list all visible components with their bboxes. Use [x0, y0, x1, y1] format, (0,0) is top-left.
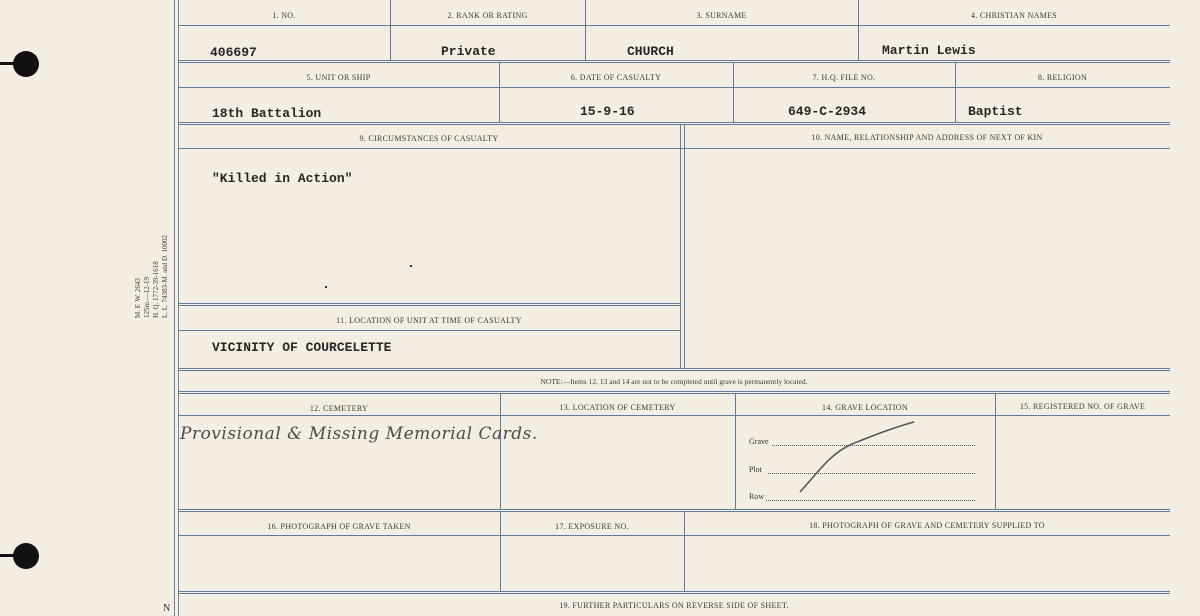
row-dotted-line: [766, 500, 975, 501]
value-date-of-casualty: 15-9-16: [580, 104, 635, 119]
note-text: NOTE:—Items 12, 13 and 14 are not to be completed until grave is permanently located.: [540, 377, 808, 386]
punch-hole-bottom: [13, 543, 39, 569]
label-cemetery: 12. CEMETERY: [309, 404, 369, 413]
label-further-particulars: 19. FURTHER PARTICULARS ON REVERSE SIDE OF SHEET.: [559, 601, 789, 610]
label-plot: Plot: [749, 465, 762, 474]
side-print-2: 125m.—12-19: [143, 276, 151, 318]
value-religion: Baptist: [968, 104, 1023, 119]
value-cemetery-handwritten: Provisional & Missing Memorial Cards.: [180, 424, 538, 444]
rule-row4-bottom: [178, 509, 1170, 512]
label-location-of-unit: 11. LOCATION OF UNIT AT TIME OF CASUALTY: [336, 316, 522, 325]
label-exposure-no: 17. EXPOSURE NO.: [555, 522, 629, 531]
label-next-of-kin: 10. NAME, RELATIONSHIP AND ADDRESS OF NEXT OF KIN: [811, 133, 1043, 142]
rule-row5-bottom: [178, 591, 1170, 594]
label-grave-location: 14. GRAVE LOCATION: [822, 403, 908, 412]
rule-note-top: [178, 368, 1170, 371]
rule-row4-label: [178, 415, 1170, 416]
label-date-of-casualty: 6. DATE OF CASUALTY: [570, 73, 662, 82]
vrule-r3-mid2: [684, 124, 685, 368]
side-print-3: H. Q. 1772-39-1618: [152, 261, 160, 318]
value-christian-names: Martin Lewis: [882, 43, 976, 58]
vrule-r3-mid: [680, 124, 681, 368]
rule-row5-label: [178, 535, 1170, 536]
label-grave: Grave: [749, 437, 769, 446]
corner-mark: N: [163, 603, 171, 614]
value-location-of-unit: VICINITY OF COURCELETTE: [212, 340, 392, 355]
value-hq-file: 649-C-2934: [788, 104, 867, 119]
rule-f11-top: [178, 303, 680, 306]
label-religion: 8. RELIGION: [1037, 73, 1088, 82]
rule-row2-bottom: [178, 122, 1170, 125]
label-photograph-taken: 16. PHOTOGRAPH OF GRAVE TAKEN: [267, 522, 411, 531]
label-photograph-supplied: 18. PHOTOGRAPH OF GRAVE AND CEMETERY SUPPLIED TO: [809, 521, 1045, 530]
grave-location-cancel-stroke: [790, 418, 920, 498]
ink-dot: [325, 286, 327, 288]
side-print-4: L. L. 74383-M. and D. 10002: [161, 234, 169, 318]
vrule-r1-c: [858, 0, 859, 60]
value-number: 406697: [210, 45, 257, 60]
vrule-r2-b: [733, 62, 734, 122]
rule-row1-bottom: [178, 60, 1170, 63]
vrule-r2-a: [499, 62, 500, 122]
rule-section2-top: [178, 391, 1170, 394]
label-rank: 2. RANK OR RATING: [447, 11, 528, 20]
label-hq-file: 7. H.Q. FILE NO.: [812, 73, 876, 82]
rule-row1-label: [178, 25, 1170, 26]
value-surname: CHURCH: [627, 44, 674, 59]
value-circumstances: "Killed in Action": [212, 171, 353, 186]
label-circumstances: 9. CIRCUMSTANCES OF CASUALTY: [359, 134, 499, 143]
label-unit: 5. UNIT OR SHIP: [306, 73, 371, 82]
label-location-of-cemetery: 13. LOCATION OF CEMETERY: [559, 403, 676, 412]
label-row: Row: [749, 492, 765, 501]
label-registered-no: 15. REGISTERED NO. OF GRAVE: [1019, 402, 1146, 411]
vrule-r1-b: [585, 0, 586, 60]
side-print-1: M. F. W. 2643: [134, 278, 142, 318]
rule-row2-label: [178, 87, 1170, 88]
rule-f11-label: [178, 330, 680, 331]
vrule-r2-c: [955, 62, 956, 122]
value-unit: 18th Battalion: [212, 106, 322, 121]
ink-dot: [410, 265, 412, 267]
rule-row3-label: [178, 148, 1170, 149]
punch-hole-top: [13, 51, 39, 77]
label-christian-names: 4. CHRISTIAN NAMES: [970, 11, 1058, 20]
label-surname: 3. SURNAME: [696, 11, 747, 20]
vrule-r1-a: [390, 0, 391, 60]
label-number: 1. NO.: [272, 11, 296, 20]
value-rank: Private: [441, 44, 496, 59]
